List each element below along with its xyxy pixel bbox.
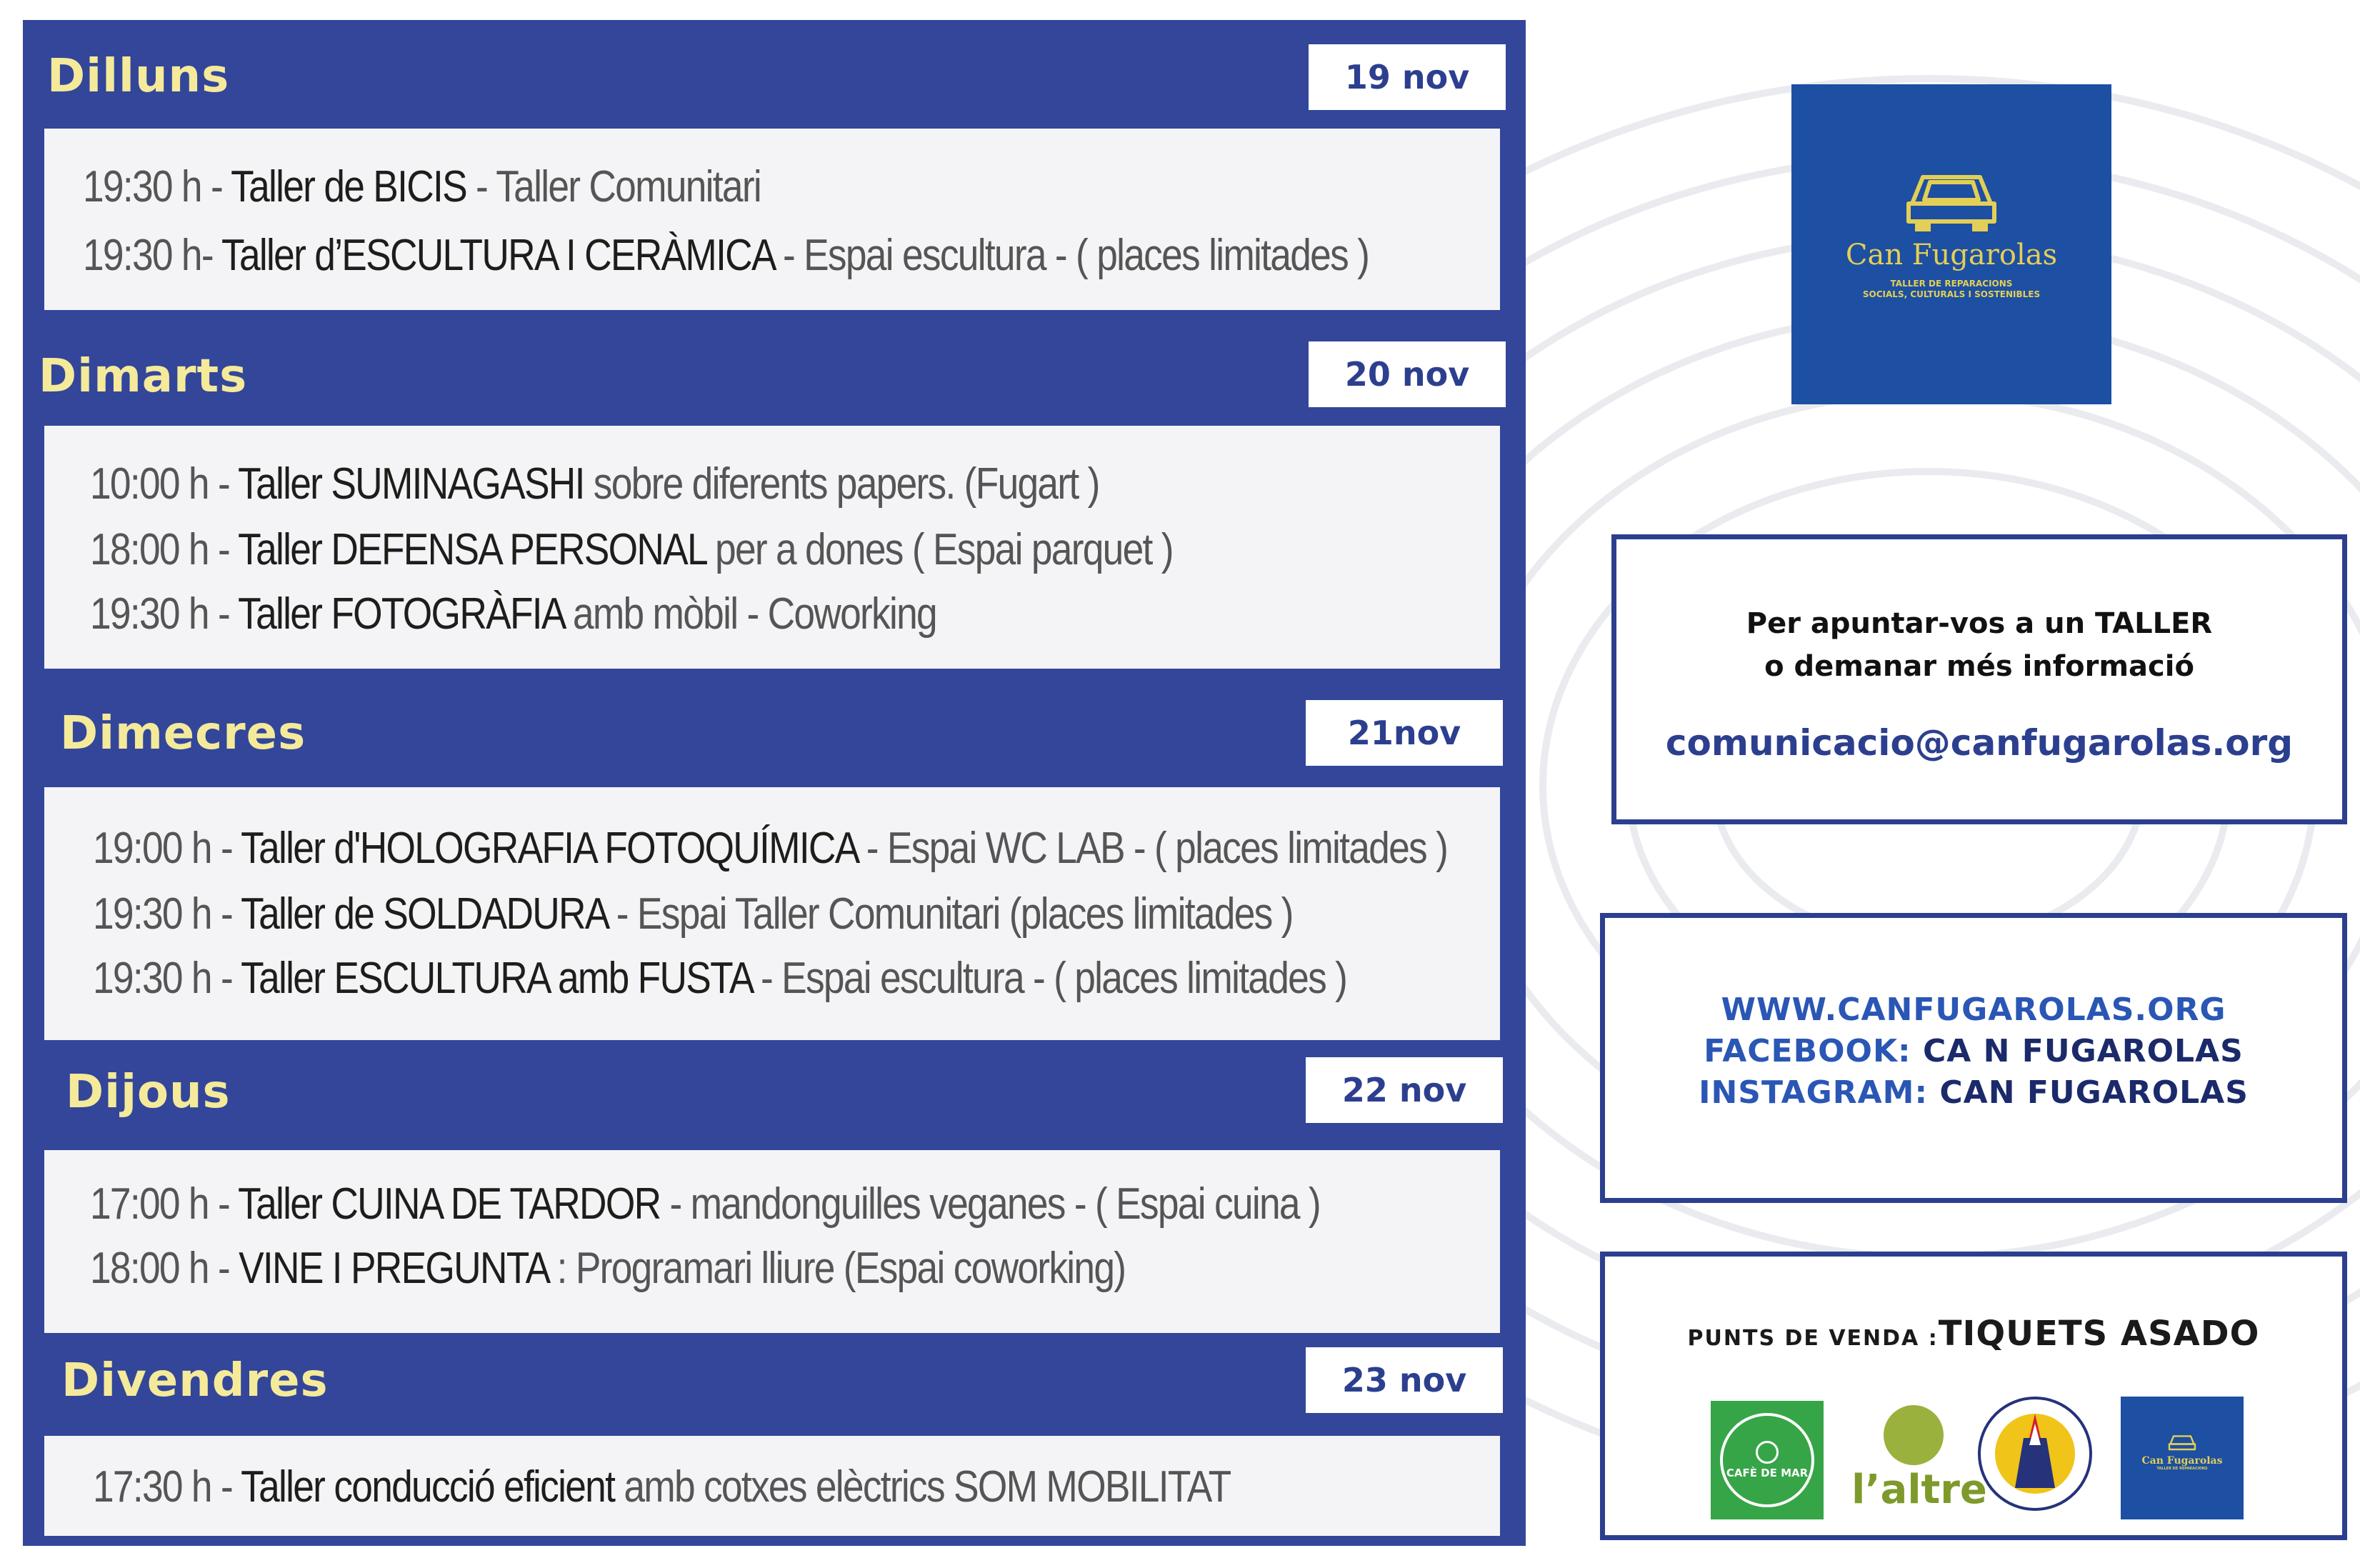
event-row: 17:30 h - Taller conducció eficient amb cotxes elèctrics SOM MOBILITAT [93,1462,1231,1512]
cafe-name: CAFÈ DE MAR [1726,1467,1809,1479]
can-fugarolas-logo [1791,84,2111,404]
event-row: 17:00 h - Taller CUINA DE TARDOR - mandonguilles veganes - ( Espai cuina ) [90,1179,1320,1229]
facebook-link[interactable]: FACEBOOK: CA N FUGAROLAS [1704,1033,2244,1069]
car-icon [1905,164,1998,236]
cafe-badge [1720,1413,1814,1507]
logo-title: Can Fugarolas [2141,1455,2223,1467]
contact-line: o demanar més informació [1764,650,2194,683]
date-badge: 23 nov [1306,1347,1503,1413]
day-name: Divendres [61,1354,329,1407]
event-row: 10:00 h - Taller SUMINAGASHI sobre diferents papers. (Fugart ) [90,459,1099,509]
date-badge: 20 nov [1309,341,1506,407]
website-link[interactable]: WWW.CANFUGAROLAS.ORG [1721,992,2226,1028]
logo-subtitle [1863,279,2040,300]
day-block-dilluns [23,20,1526,313]
links-box [1600,913,2347,1203]
day-block-dimecres [23,677,1526,1042]
contact-box [1611,534,2347,824]
day-block-divendres [23,1334,1526,1546]
event-row: 19:30 h - Taller ESCULTURA amb FUSTA - Espai escultura - ( places limitades ) [93,954,1347,1003]
colla-shield-icon [1976,1395,2094,1512]
event-row: 19:30 h - Taller de SOLDADURA - Espai Taller Comunitari (places limitades ) [93,889,1293,939]
cafe-icon [1756,1441,1779,1464]
event-row: 19:00 h - Taller d'HOLOGRAFIA FOTOQUÍMICA - Espai WC LAB - ( places limitades ) [93,824,1448,873]
laltre-logo [1848,1405,1991,1527]
email-link[interactable]: comunicacio@canfugarolas.org [1665,722,2294,764]
day-name: Dilluns [47,50,230,103]
day-name: Dimecres [60,707,306,760]
can-fugarolas-small-logo [2121,1397,2244,1519]
laltre-text: l’altre [1851,1467,1987,1513]
events-list [44,129,1500,310]
event-row: 18:00 h - Taller DEFENSA PERSONAL per a dones ( Espai parquet ) [90,525,1173,574]
logo-subtitle-line: TALLER DE REPARACIONS [1890,279,2013,289]
events-list [44,1150,1500,1333]
cafe-de-mar-logo [1711,1401,1824,1519]
olive-icon [1884,1405,1944,1465]
sales-heading: PUNTS DE VENDA :TIQUETS ASADO [1687,1314,2260,1354]
day-name: Dimarts [39,350,248,403]
date-badge: 19 nov [1309,44,1506,110]
instagram-link[interactable]: INSTAGRAM: CAN FUGAROLAS [1699,1074,2249,1111]
schedule-panel [23,20,1526,1546]
events-list [44,426,1500,669]
date-badge: 21nov [1306,700,1503,766]
events-list [44,1436,1500,1536]
contact-line: Per apuntar-vos a un TALLER [1746,607,2213,640]
event-row: 19:30 h - Taller de BICIS - Taller Comunitari [83,162,761,211]
day-block-dimarts [23,313,1526,677]
day-block-dijous [23,1042,1526,1334]
sales-points-box [1600,1252,2347,1540]
day-name: Dijous [66,1066,231,1119]
logo-title: Can Fugarolas [1845,239,2058,271]
event-row: 19:30 h - Taller FOTOGRÀFIA amb mòbil - Coworking [90,589,936,639]
events-list [44,787,1500,1040]
contact-text [1616,602,2342,688]
logo-subtitle-line: SOCIALS, CULTURALS I SOSTENIBLES [1862,289,2041,299]
car-icon [2168,1432,2196,1454]
event-row: 18:00 h - VINE I PREGUNTA : Programari lliure (Espai coworking) [90,1244,1126,1293]
colla-castellera-logo [1976,1395,2094,1512]
date-badge: 22 nov [1306,1057,1503,1123]
event-row: 19:30 h- Taller d’ESCULTURA I CERÀMICA - Espai escultura - ( places limitades ) [83,231,1369,280]
logo-subtitle-line: TALLER DE REPARACIONS [2156,1467,2208,1471]
